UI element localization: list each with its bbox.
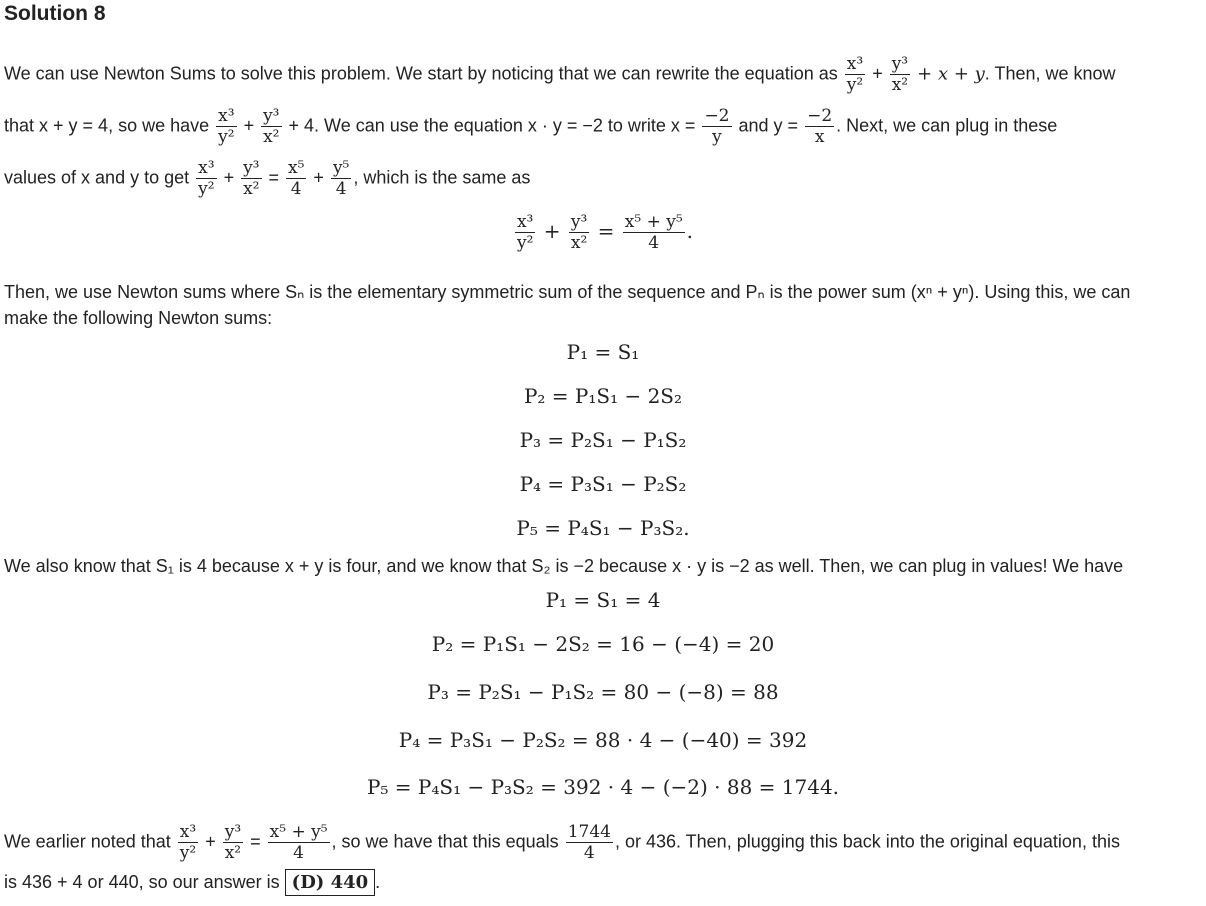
fraction: $\frac{\text{x³}}{\text{y²}}$ [198,158,215,199]
answer-box: (D) 440 [285,869,375,896]
text-segment: . Next, we can plug in these [836,115,1058,136]
paragraph-line-7: We earlier noted that $\frac{\text{x³}}{\text{y²}}$ + $\frac{\text{y³}}{\text{x²}}$ = $\frac{\text{x⁵ + y⁵}}{4}$ , so we have that this equals $\frac{1744}{4}$ , or 436. Then, plugging this back into the original equation, this [4,822,1120,863]
value-line-4: P₄ = P₃S₁ − P₂S₂ = 88 · 4 − (−40) = 392 [398,728,808,752]
solution-title: Solution 8 [4,2,106,25]
text-segment: , so we have that this equals [331,831,559,852]
fraction: $\frac{\text{y³}}{\text{x²}}$ [570,212,588,253]
fraction: $\frac{\text{x⁵ + y⁵}}{4}$ [624,212,683,253]
text-segment: + 4. We can use the equation x · y = −2 to write x = [288,115,696,136]
paragraph-line-2: that x + y = 4, so we have $\frac{\text{x³}}{\text{y²}}$ + $\frac{\text{y³}}{\text{x²}}$ + 4. We can use the equation x · y = −2 to write x = $\frac{-2}{y}$ and y = $\frac{-2}{x}$ . Next, we can plug in these [4,106,1058,147]
fraction: $\frac{\text{x⁵}}{4}$ [288,158,305,199]
text-segment: values of x and y to get [4,167,190,188]
fraction: $\frac{\text{y⁵}}{4}$ [332,158,350,199]
fraction: $\frac{\text{x³}}{\text{y²}}$ [516,212,534,253]
fraction: $\frac{\text{x⁵ + y⁵}}{4}$ [269,822,328,863]
fraction: $\frac{\text{x³}}{\text{y²}}$ [846,54,864,95]
paragraph-line-4: Then, we use Newton sums where Sₙ is the elementary symmetric sum of the sequence and Pₙ is the power sum (xⁿ + yⁿ). Using this, we can [4,282,1131,302]
paragraph-line-6: We also know that S₁ is 4 because x + y is four, and we know that S₂ is −2 because x · y is −2 as well. Then, we can plug in values! We have [4,556,1124,576]
value-line-3: P₃ = P₂S₁ − P₁S₂ = 80 − (−8) = 88 [427,680,779,704]
fraction: $\frac{\text{x³}}{\text{y²}}$ [218,106,235,147]
fraction: $\frac{\text{x³}}{\text{y²}}$ [179,822,197,863]
fraction: $\frac{\text{y³}}{\text{x²}}$ [263,106,280,147]
newton-sum-1: P₁ = S₁ [566,340,640,364]
value-line-2: P₂ = P₁S₁ − 2S₂ = 16 − (−4) = 20 [431,632,775,656]
paragraph-line-5: make the following Newton sums: [4,308,273,328]
fraction: $\frac{\text{y³}}{\text{x²}}$ [224,822,242,863]
text-segment: , which is the same as [353,167,531,188]
text-segment: , or 436. Then, plugging this back into the original equation, this [614,831,1120,852]
text-segment: We earlier noted that [4,831,171,852]
text-segment: . Then, we know [984,63,1116,84]
text-segment: that x + y = 4, so we have [4,115,210,136]
fraction: $\frac{\text{y³}}{\text{x²}}$ [891,54,909,95]
text-segment: We can use Newton Sums to solve this problem. We start by noticing that we can rewrite the equation as [4,63,838,84]
math-text: + x + y [917,63,985,85]
value-line-1: P₁ = S₁ = 4 [545,588,661,612]
text-segment: is 436 + 4 or 440, so our answer is [4,872,280,892]
display-equation: $\frac{\text{x³}}{\text{y²}}$ + $\frac{\text{y³}}{\text{x²}}$ = $\frac{\text{x⁵ + y⁵}}{4}$ . [516,212,694,253]
fraction: $\frac{\text{y³}}{\text{x²}}$ [243,158,260,199]
newton-sum-3: P₃ = P₂S₁ − P₁S₂ [519,428,687,452]
fraction: $\frac{-2}{y}$ [704,106,730,147]
paragraph-line-8 [4,869,380,896]
newton-sum-4: P₄ = P₃S₁ − P₂S₂ [519,472,687,496]
text-segment: and y = [738,115,799,136]
fraction: $\frac{1744}{4}$ [567,822,611,863]
newton-sum-5: P₅ = P₄S₁ − P₃S₂. [516,516,690,540]
text-segment: . [375,872,381,892]
paragraph-line-1: We can use Newton Sums to solve this problem. We start by noticing that we can rewrite the equation as $\frac{\text{x³}}{\text{y²}}$ + $\frac{\text{y³}}{\text{x²}}$ + x + y. Then, we know [4,54,1116,95]
fraction: $\frac{-2}{x}$ [807,106,833,147]
newton-sum-2: P₂ = P₁S₁ − 2S₂ [523,384,683,408]
paragraph-line-3: values of x and y to get $\frac{\text{x³}}{\text{y²}}$ + $\frac{\text{y³}}{\text{x²}}$ = $\frac{\text{x⁵}}{4}$ + $\frac{\text{y⁵}}{4}$ , which is the same as [4,158,531,199]
value-line-5: P₅ = P₄S₁ − P₃S₂ = 392 · 4 − (−2) · 88 = 1744. [366,775,840,799]
